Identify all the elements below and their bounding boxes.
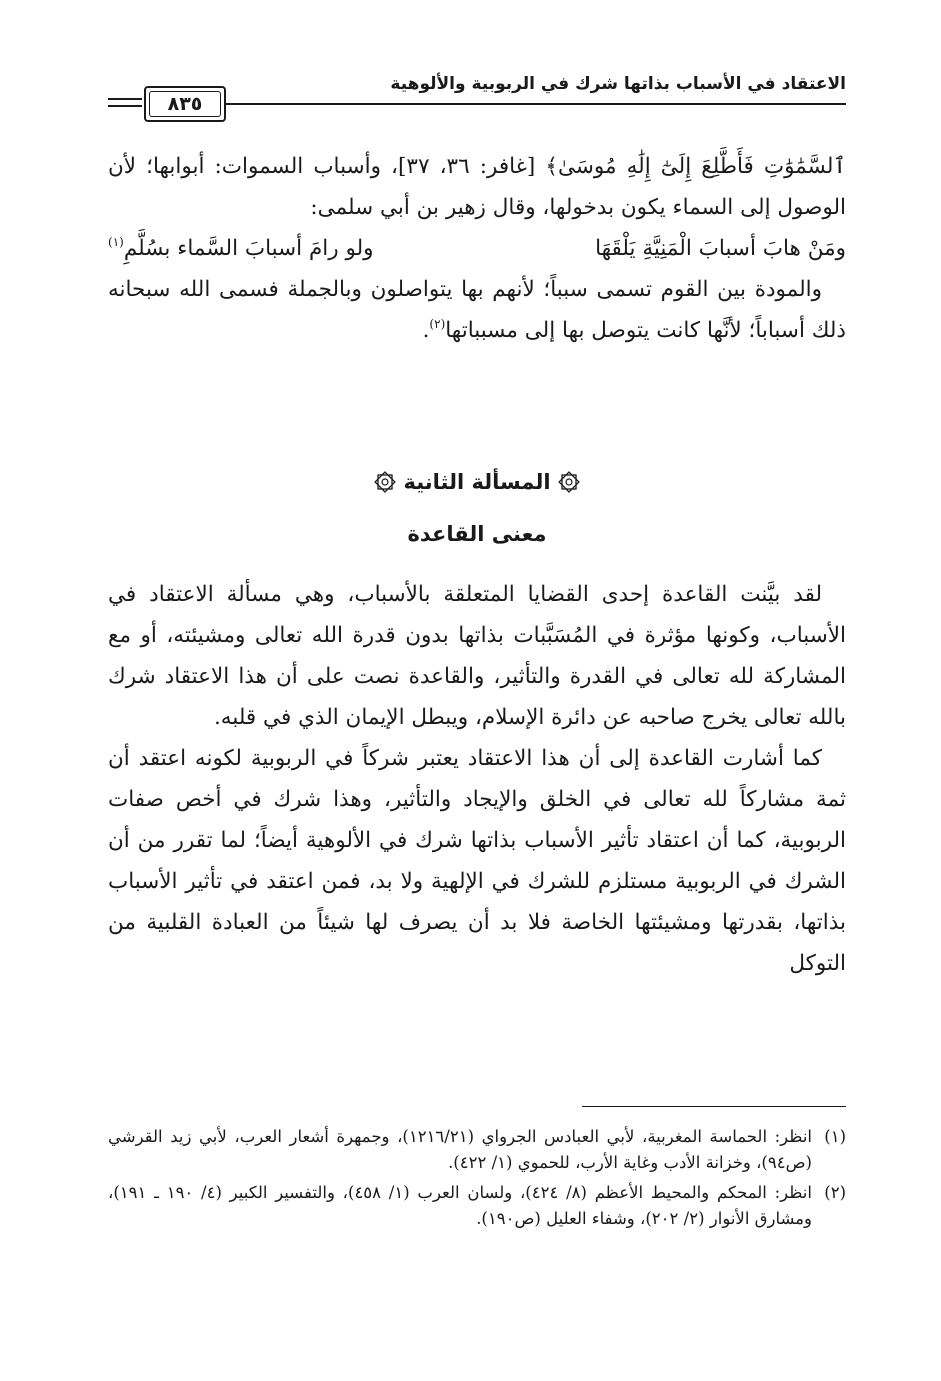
top-block xyxy=(108,146,846,351)
footnote-text: انظر: المحكم والمحيط الأعظم (٨/ ٤٢٤)، ولسان العرب (١/ ٤٥٨)، والتفسير الكبير (٤/ ١٩٠ ـ ١٩١)، ومشارق الأنوار (٢/ ٢٠٢)، وشفاء العليل (ص١٩٠). xyxy=(108,1183,812,1228)
footnote-number: (٢) xyxy=(824,1183,846,1202)
footnote-text: انظر: الحماسة المغربية، لأبي العبادس الجرواي (١٢١٦/٢١)، وجمهرة أشعار العرب، لأبي زيد القرشي (ص٩٤)، وخزانة الأدب وغاية الأرب، للحموي (١/ ٤٢٢). xyxy=(108,1127,812,1172)
section-title: المسألة الثانية xyxy=(403,470,551,494)
footnotes xyxy=(108,1124,846,1236)
footnote-ref-2[interactable]: (٢) xyxy=(429,317,446,331)
page-number-frame xyxy=(144,86,226,122)
header-rule xyxy=(224,103,846,105)
ornament-icon xyxy=(558,471,580,493)
quran-citation-paragraph xyxy=(108,146,846,228)
page-number: ٨٣٥ xyxy=(167,93,203,115)
footnote-separator xyxy=(582,1106,846,1107)
poetry-verse xyxy=(108,228,846,269)
footnote-ref-1[interactable]: (١) xyxy=(108,235,124,249)
citation-text: [غافر: ٣٦، ٣٧]، وأسباب السموات: أبوابها؛ لأن الوصول إلى السماء يكون بدخولها، وقال زهير بن أبي سلمى: xyxy=(108,154,846,220)
running-title: الاعتقاد في الأسباب بذاتها شرك في الربوبية والألوهية xyxy=(390,74,846,94)
verse-first-hemistich: ومَنْ هابَ أسبابَ الْمَنِيَّةِ يَلْقَهَا xyxy=(595,236,846,261)
verse-second-hemistich: ولو رامَ أسبابَ السَّماء بسُلَّمِ$^{(١)}$ xyxy=(108,235,374,261)
paragraph: لقد بيَّنت القاعدة إحدى القضايا المتعلقة بالأسباب، وهي مسألة الاعتقاد في الأسباب، وكونها مؤثرة في المُسَبَّبات بذاتها بدون قدرة الله تعالى ومشيئته، أو مع المشاركة لله تعالى في القدرة والتأثير، والقاعدة نصت على أن هذا الاعتقاد شرك بالله تعالى يخرج صاحبه عن دائرة الإسلام، ويبطل الإيمان الذي في قلبه. xyxy=(108,582,846,730)
paragraph: كما أشارت القاعدة إلى أن هذا الاعتقاد يعتبر شركاً في الربوبية لكونه اعتقد أن ثمة مشاركاً لله تعالى في الخلق والإيجاد والتأثير، وهذا شرك في أخص صفات الربوبية، كما أن اعتقاد تأثير الأسباب بذاتها شرك في الألوهية أيضاً؛ لما تقرر من أن الشرك في الربوبية مستلزم للشرك في الإلهية ولا بد، فمن اعتقد في تأثير الأسباب بذاتها، بقدرتها ومشيئتها الخاصة فلا بد أن يصرف لها شيئاً من العبادة القلبية من التوكل xyxy=(108,746,846,976)
footnote-number: (١) xyxy=(824,1127,846,1146)
ornament-icon xyxy=(374,471,396,493)
sub-heading: معنى القاعدة xyxy=(407,522,547,546)
header-rule-left xyxy=(108,98,142,107)
quran-verse: ٱلسَّمَٰوَٰتِ فَأَطَّلِعَ إِلَىٰٓ إِلَٰهِ مُوسَىٰ﴾ xyxy=(545,154,846,179)
footnote xyxy=(108,1124,846,1176)
paragraph: والمودة بين القوم تسمى سبباً؛ لأنهم بها يتواصلون وبالجملة فسمى الله سبحانه ذلك أسباباً؛ لأنَّها كانت يتوصل بها إلى مسبباتها$^{(٢)}$. xyxy=(108,277,846,343)
page-header xyxy=(108,66,846,126)
footnote xyxy=(108,1180,846,1232)
main-text xyxy=(108,574,846,984)
section-heading xyxy=(108,470,846,494)
